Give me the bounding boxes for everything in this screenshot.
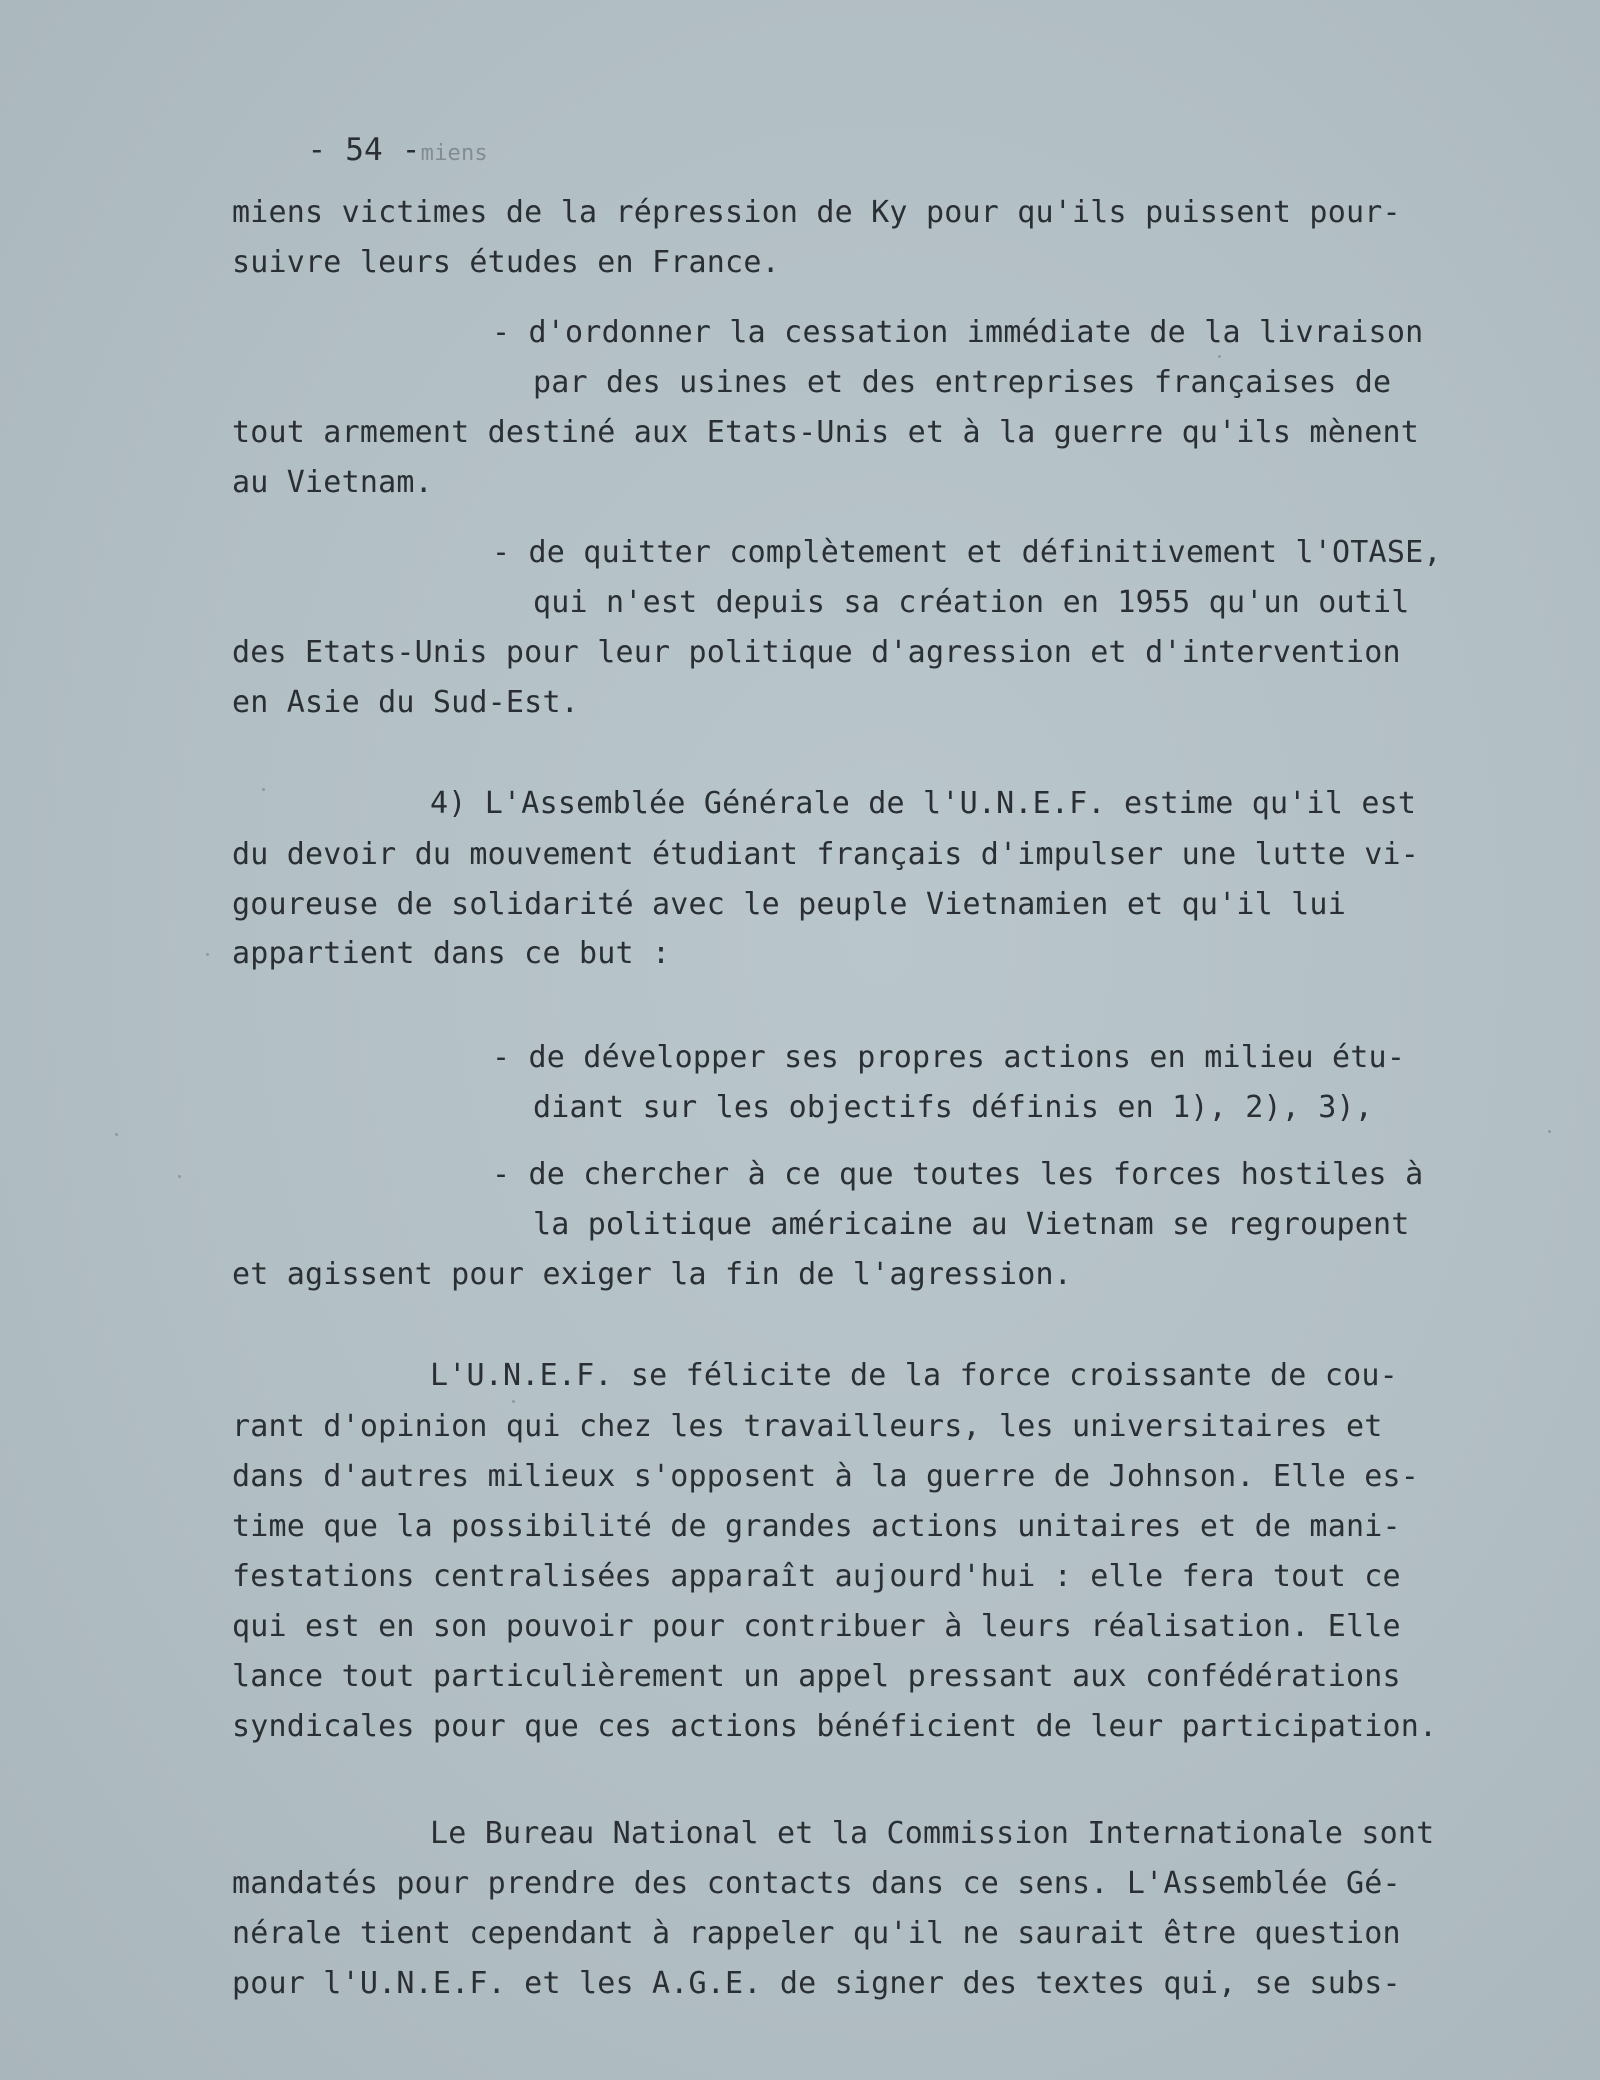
overlay-fragment: miens	[420, 141, 488, 166]
bureau-line-3: nérale tient cependant à rappeler qu'il ne saurait être question	[232, 1916, 1401, 1951]
point4-line-4: appartient dans ce but :	[232, 936, 671, 971]
paper-speck	[115, 1133, 118, 1136]
unef-line-5: festations centralisées apparaît aujourd'hui : elle fera tout ce	[232, 1559, 1401, 1594]
page-header	[232, 96, 488, 208]
item-a-line-4: au Vietnam.	[232, 465, 433, 500]
unef-line-6: qui est en son pouvoir pour contribuer à leurs réalisation. Elle	[232, 1609, 1401, 1644]
unef-line-4: time que la possibilité de grandes actions unitaires et de mani-	[232, 1509, 1401, 1544]
unef-line-2: rant d'opinion qui chez les travailleurs, les universitaires et	[232, 1409, 1383, 1444]
point4-line-1: 4) L'Assemblée Générale de l'U.N.E.F. estime qu'il est	[430, 786, 1417, 821]
item-c-line-2: diant sur les objectifs définis en 1), 2), 3),	[533, 1090, 1374, 1125]
p1-line-2: suivre leurs études en France.	[232, 245, 780, 280]
item-b-line-4: en Asie du Sud-Est.	[232, 685, 579, 720]
paper-speck	[206, 953, 209, 956]
paper-speck	[512, 1400, 515, 1403]
p1-line-1: miens victimes de la répression de Ky pour qu'ils puissent pour-	[232, 195, 1401, 230]
point4-line-2: du devoir du mouvement étudiant français d'impulser une lutte vi-	[232, 837, 1419, 872]
bureau-line-2: mandatés pour prendre des contacts dans ce sens. L'Assemblée Gé-	[232, 1866, 1401, 1901]
unef-line-1: L'U.N.E.F. se félicite de la force croissante de cou-	[430, 1358, 1398, 1393]
item-c-line-1: - de développer ses propres actions en milieu étu-	[492, 1040, 1406, 1075]
paper-speck	[1218, 355, 1221, 358]
item-d-line-2: la politique américaine au Vietnam se regroupent	[533, 1207, 1410, 1242]
page-number: - 54 -	[307, 132, 421, 168]
paper-speck	[262, 788, 265, 791]
item-d-line-3: et agissent pour exiger la fin de l'agression.	[232, 1257, 1073, 1292]
item-d-line-1: - de chercher à ce que toutes les forces hostiles à	[492, 1157, 1424, 1192]
item-a-line-3: tout armement destiné aux Etats-Unis et à la guerre qu'ils mènent	[232, 415, 1419, 450]
unef-line-3: dans d'autres milieux s'opposent à la guerre de Johnson. Elle es-	[232, 1459, 1419, 1494]
unef-line-7: lance tout particulièrement un appel pressant aux confédérations	[232, 1659, 1401, 1694]
bureau-line-1: Le Bureau National et la Commission Internationale sont	[430, 1816, 1435, 1851]
point4-line-3: goureuse de solidarité avec le peuple Vietnamien et qu'il lui	[232, 887, 1346, 922]
bureau-line-4: pour l'U.N.E.F. et les A.G.E. de signer des textes qui, se subs-	[232, 1966, 1401, 2001]
paper-speck	[1548, 1130, 1551, 1133]
item-b-line-3: des Etats-Unis pour leur politique d'agression et d'intervention	[232, 635, 1401, 670]
item-a-line-2: par des usines et des entreprises françaises de	[533, 365, 1392, 400]
item-b-line-2: qui n'est depuis sa création en 1955 qu'un outil	[533, 585, 1410, 620]
item-b-line-1: - de quitter complètement et définitivement l'OTASE,	[492, 535, 1442, 570]
item-a-line-1: - d'ordonner la cessation immédiate de la livraison	[492, 315, 1424, 350]
paper-speck	[178, 1175, 181, 1178]
unef-line-8: syndicales pour que ces actions bénéficient de leur participation.	[232, 1709, 1438, 1744]
